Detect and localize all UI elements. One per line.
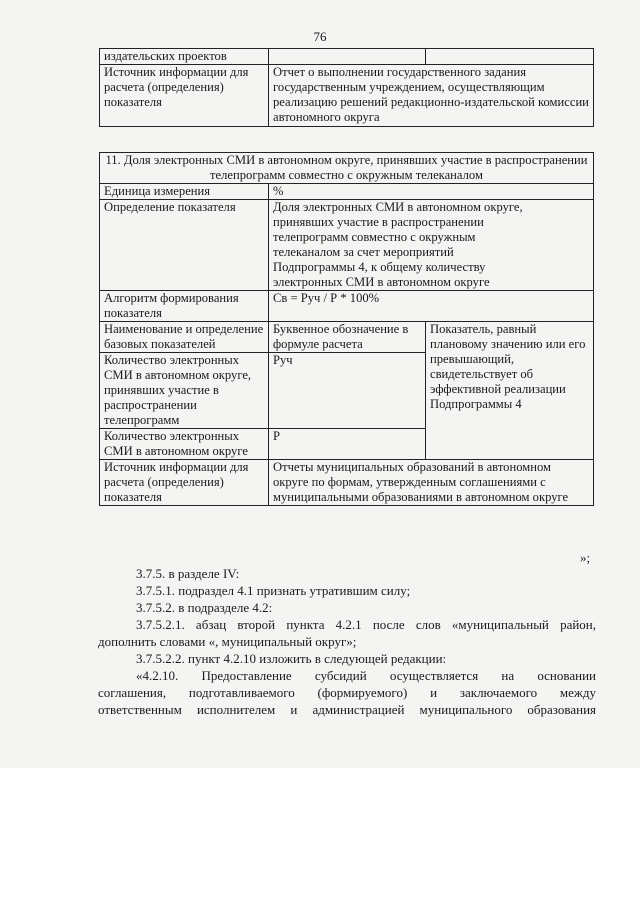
paragraph: 3.7.5.2. в подразделе 4.2: xyxy=(136,600,273,615)
row-value xyxy=(426,49,594,65)
closing-quote: »; xyxy=(580,550,591,565)
base-indicator-letter: Р xyxy=(269,429,426,460)
evaluation-note: Показатель, равный плановому значению или его превышающий, свидетельствует об эффективной реализации Подпрограммы 4 xyxy=(426,322,594,460)
algorithm-label: Алгоритм формирования показателя xyxy=(100,291,269,322)
indicator-table-11 xyxy=(99,152,594,506)
paragraph: «4.2.10. Предоставление субсидий осуществляется на основании xyxy=(136,668,596,683)
source-value: Отчет о выполнении государственного задания государственным учреждением, осуществляющим реализацию решений редакционно-издательской комиссии автономного округа xyxy=(269,65,594,127)
paragraph: дополнить словами «, муниципальный округ»; xyxy=(98,634,357,649)
paragraph: 3.7.5.2.2. пункт 4.2.10 изложить в следующей редакции: xyxy=(136,651,447,666)
indicator-title: 11. Доля электронных СМИ в автономном округе, принявших участие в распространении телепрограмм совместно с окружным телеканалом xyxy=(100,153,594,184)
source-value: Отчеты муниципальных образований в автономном округе по формам, утвержденным соглашениями с муниципальными образованиями в автономном округе xyxy=(269,460,594,506)
definition-value: Доля электронных СМИ в автономном округе, принявших участие в распространении телепрограмм совместно с окружным телеканалом за счет мероприятий Подпрограммы 4, к общему количеству электронных СМИ в автономном округе xyxy=(269,200,594,291)
source-label: Источник информации для расчета (определения) показателя xyxy=(100,65,269,127)
base-indicator-letter: Руч xyxy=(269,353,426,429)
unit-label: Единица измерения xyxy=(100,184,269,200)
letter-header: Буквенное обозначение в формуле расчета xyxy=(269,322,426,353)
base-name-header: Наименование и определение базовых показателей xyxy=(100,322,269,353)
definition-label: Определение показателя xyxy=(100,200,269,291)
base-indicator-label: Количество электронных СМИ в автономном округе xyxy=(100,429,269,460)
page-number: 76 xyxy=(313,29,327,44)
algorithm-formula: Св = Руч / Р * 100% xyxy=(269,291,594,322)
paragraph: ответственным исполнителем и администрацией муниципального образования xyxy=(98,702,596,717)
source-label: Источник информации для расчета (определения) показателя xyxy=(100,460,269,506)
paragraph: 3.7.5. в разделе IV: xyxy=(136,566,240,581)
paragraph: 3.7.5.2.1. абзац второй пункта 4.2.1 после слов «муниципальный район, xyxy=(136,617,596,632)
paragraph: соглашения, подготавливаемого (формируемого) и заключаемого между xyxy=(98,685,596,700)
row-label: издательских проектов xyxy=(100,49,269,65)
unit-value: % xyxy=(269,184,594,200)
indicator-table-10-tail xyxy=(99,48,594,127)
row-value xyxy=(269,49,426,65)
base-indicator-label: Количество электронных СМИ в автономном округе, принявших участие в распространении телепрограмм xyxy=(100,353,269,429)
paragraph: 3.7.5.1. подраздел 4.1 признать утратившим силу; xyxy=(136,583,411,598)
